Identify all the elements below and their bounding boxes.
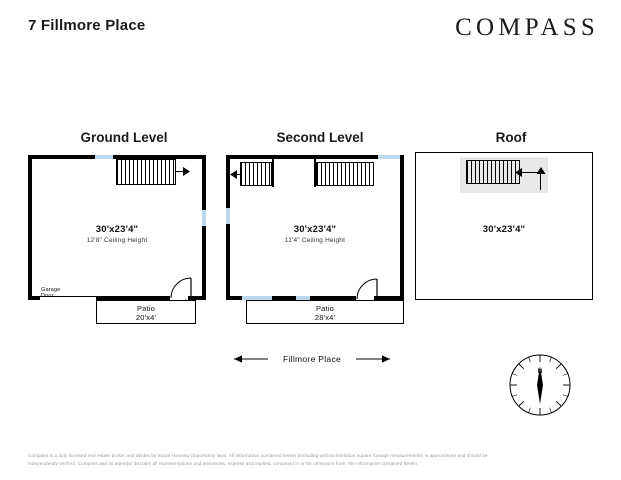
second-ceiling-height: 11'4" Ceiling Height	[284, 237, 346, 244]
floorplan-title-ground: Ground Level	[80, 130, 168, 145]
ground-room-dimensions: 30'x23'4"	[95, 224, 139, 235]
second-stairs-left-arrowhead	[229, 169, 238, 180]
street-indicator	[216, 352, 408, 372]
street-label: Fillmore Place	[282, 354, 342, 364]
floorplan-title-second: Second Level	[276, 130, 364, 145]
ground-patio-name: Patio	[136, 304, 156, 313]
garage-door-label: Garage Door	[41, 287, 61, 299]
floorplan-title-roof: Roof	[495, 130, 527, 145]
disclaimer-line-2: independently verified. Compass and its agent(s) disclaim all representations and warranties, express and implied, contained in or for omissions from, the information contained herein	[28, 460, 418, 466]
roof-stairs	[466, 160, 520, 184]
second-partition-wall	[272, 159, 274, 187]
ground-entry-door-swing	[170, 275, 192, 299]
disclaimer	[28, 452, 598, 467]
compass-north-label: N	[537, 368, 543, 375]
second-patio-dimensions: 28'x4'	[314, 313, 336, 322]
second-stairs-left	[240, 162, 272, 186]
ground-patio	[96, 300, 196, 324]
ground-stairs	[116, 159, 176, 185]
ground-patio-dimensions: 20'x4'	[135, 313, 157, 322]
second-door-swing	[356, 276, 378, 300]
roof-stair-arrowhead-up	[536, 166, 546, 175]
second-patio-name: Patio	[315, 304, 335, 313]
page-title: 7 Fillmore Place	[28, 17, 146, 34]
second-partition-wall-2	[314, 159, 316, 187]
roof-stair-arrowhead	[514, 167, 523, 178]
ground-ceiling-height: 12'8" Ceiling Height	[86, 237, 148, 244]
second-stairs-right	[316, 162, 374, 186]
second-room-dimensions: 30'x23'4"	[293, 224, 337, 235]
compass-logo: COMPASS	[455, 14, 599, 41]
ground-window-top	[95, 155, 113, 159]
roof-room-dimensions: 30'x23'4"	[482, 224, 526, 235]
page-header	[0, 0, 621, 62]
compass-graphic	[507, 352, 573, 418]
street-arrows	[216, 352, 408, 372]
compass-rose	[507, 352, 573, 418]
second-window-top	[378, 155, 400, 159]
second-window-left	[226, 208, 230, 224]
ground-stair-arrowhead	[183, 166, 193, 177]
disclaimer-line-1: Compass is a duly licensed real estate broker and abides by Equal Housing Opportunity laws. All information contained herein (including without limitation square footage measurements) is approximate and should be	[28, 453, 488, 458]
second-patio	[246, 300, 404, 324]
